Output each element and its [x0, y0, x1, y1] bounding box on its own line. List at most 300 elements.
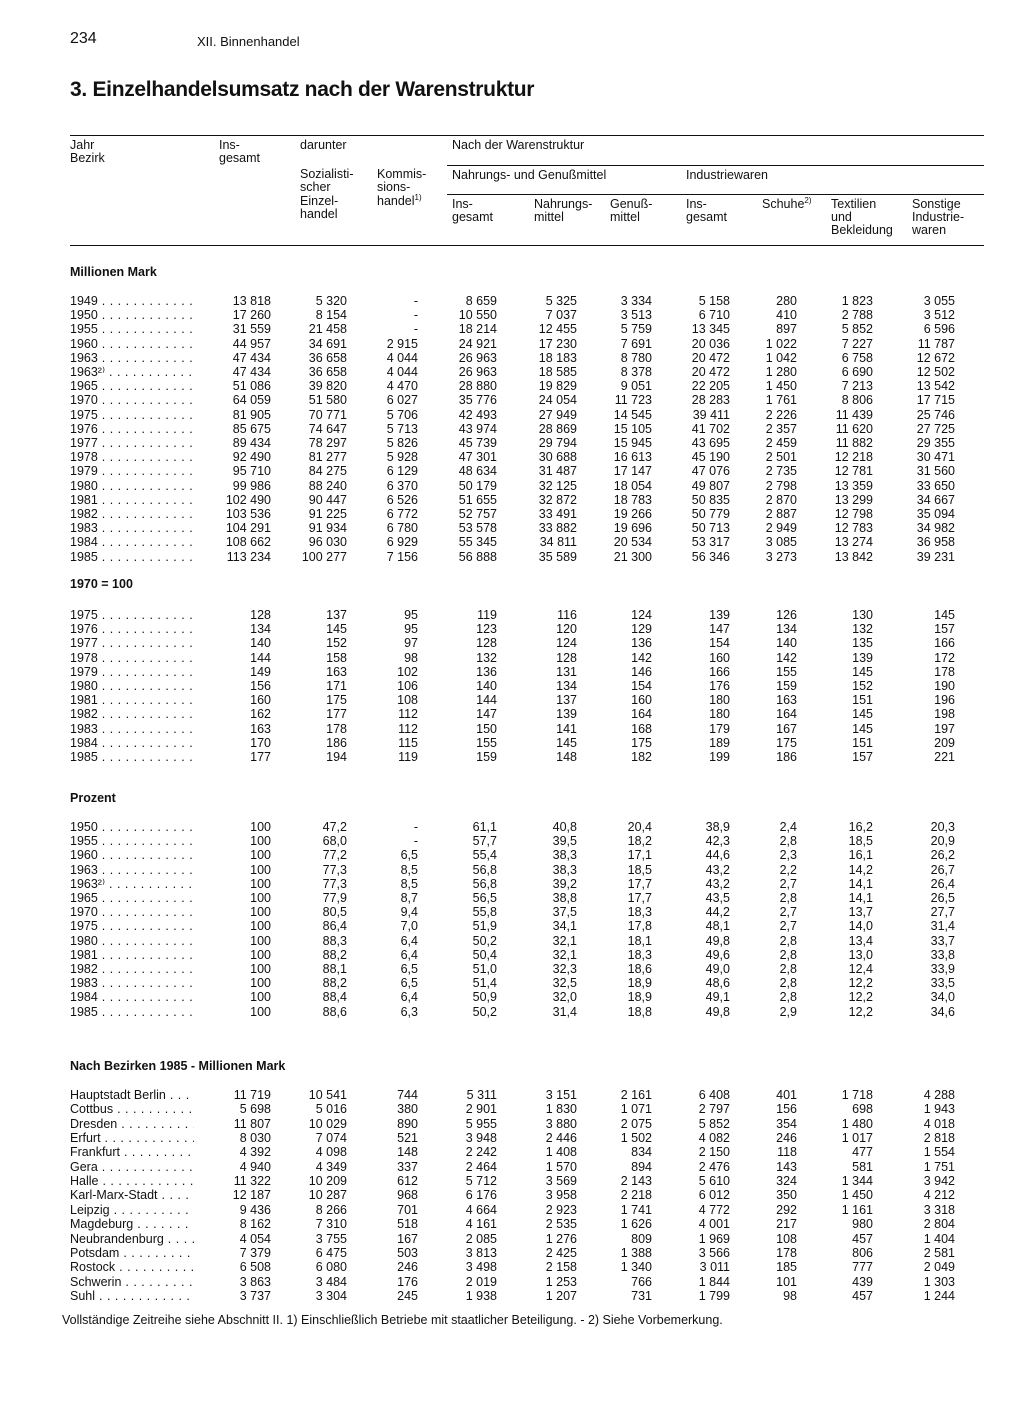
row-label: Cottbus . . . [70, 1102, 194, 1116]
table-cell: 1 253 [545, 1274, 577, 1289]
table-row [0, 1088, 1024, 1102]
table-row [0, 1102, 1024, 1116]
table-cell: 6 929 [386, 535, 418, 550]
table-cell: 18,1 [627, 933, 652, 948]
table-cell: 132 [852, 622, 873, 637]
table-cell: 137 [556, 693, 577, 708]
table-cell: 168 [631, 721, 652, 736]
table-cell: 182 [631, 750, 652, 764]
table-cell: 11 439 [835, 407, 873, 422]
table-cell: 2 357 [765, 421, 797, 436]
row-label: Karl-Marx-Stadt . . . [70, 1188, 194, 1202]
table-cell: 32 125 [538, 478, 577, 493]
row-label: 1960 . . . [70, 848, 194, 862]
table-cell: 2 735 [765, 464, 797, 479]
table-cell: 166 [934, 636, 955, 651]
table-cell: 2,8 [779, 990, 797, 1005]
table-cell: 126 [776, 608, 797, 622]
table-cell: 163 [326, 664, 347, 679]
table-cell: 136 [631, 636, 652, 651]
table-row [0, 1289, 1024, 1303]
table-cell: 3 942 [923, 1174, 955, 1189]
table-cell: 457 [852, 1288, 873, 1303]
row-label: 1977 . . . [70, 636, 194, 650]
section-heading: Prozent [70, 791, 116, 805]
table-cell: 1 943 [923, 1102, 955, 1117]
row-label: Rostock . . . [70, 1260, 194, 1274]
header-komm-sup: 1) [414, 193, 422, 202]
table-cell: 28 869 [538, 421, 577, 436]
header-schuhe-sup: 2) [804, 196, 812, 205]
row-label: 1985 . . . [70, 1005, 194, 1019]
table-cell: 49,1 [705, 990, 730, 1005]
table-cell: 2 161 [620, 1088, 652, 1102]
table-cell: 177 [326, 707, 347, 722]
table-cell: 806 [852, 1245, 873, 1260]
header-soz-2: scher [300, 180, 331, 194]
table-cell: 152 [852, 679, 873, 693]
table-cell: 162 [250, 707, 271, 722]
table-cell: 5 759 [620, 322, 652, 337]
table-cell: 100 [250, 919, 271, 934]
table-cell: 1 340 [620, 1260, 652, 1275]
row-label: 1981 . . . [70, 693, 194, 707]
table-cell: 17,7 [627, 876, 652, 891]
table-cell: 477 [852, 1145, 873, 1160]
header-genuss-1: Genuß- [610, 197, 653, 211]
table-cell: 145 [852, 707, 873, 722]
table-row [0, 962, 1024, 976]
table-cell: 20 472 [691, 365, 730, 379]
table-cell: 194 [326, 750, 347, 764]
header-rule-nahrung [447, 165, 984, 166]
table-cell: 2,7 [779, 919, 797, 934]
table-cell: 1 244 [923, 1288, 955, 1303]
table-cell: 731 [631, 1288, 652, 1303]
table-cell: 152 [326, 636, 347, 651]
table-cell: 136 [476, 664, 497, 679]
table-cell: 33,8 [930, 947, 955, 962]
table-cell: 199 [709, 750, 730, 764]
table-cell: 2,8 [779, 891, 797, 905]
table-cell: 140 [476, 679, 497, 693]
table-cell: 6,5 [400, 976, 418, 991]
row-label: Neubrandenburg . . . [70, 1232, 194, 1246]
table-cell: 701 [397, 1202, 418, 1217]
table-cell: 145 [852, 721, 873, 736]
table-cell: 2 949 [765, 521, 797, 536]
table-cell: 171 [326, 679, 347, 693]
table-cell: 18,8 [627, 1004, 652, 1019]
table-cell: 139 [852, 650, 873, 665]
table-cell: 7 227 [841, 336, 873, 351]
table-cell: 39,2 [552, 876, 577, 891]
table-cell: 2,8 [779, 933, 797, 948]
table-cell: 8,5 [400, 862, 418, 877]
table-cell: 13,7 [848, 905, 873, 920]
table-cell: 32,1 [552, 933, 577, 948]
table-cell: 27 949 [538, 407, 577, 422]
table-cell: 11 620 [835, 421, 873, 436]
table-cell: 5 320 [315, 294, 347, 308]
table-cell: 14,1 [848, 891, 873, 905]
table-cell: 29 355 [916, 436, 955, 450]
table-cell: 123 [476, 622, 497, 637]
table-row [0, 550, 1024, 564]
table-cell: 20,3 [930, 820, 955, 834]
table-cell: 47 301 [458, 450, 497, 465]
table-cell: 217 [776, 1217, 797, 1232]
row-label: 1963²⁾ . . . [70, 877, 194, 891]
table-cell: 128 [556, 650, 577, 665]
header-nahrung-1: Nahrungs- [534, 197, 593, 211]
header-top-rule [70, 135, 984, 136]
table-cell: 4 940 [239, 1159, 271, 1174]
table-cell: 7,0 [400, 919, 418, 934]
table-cell: 155 [476, 735, 497, 750]
table-cell: 164 [776, 707, 797, 722]
table-row [0, 479, 1024, 493]
table-cell: 3 755 [315, 1231, 347, 1246]
footnote: Vollständige Zeitreihe siehe Abschnitt II. 1) Einschließlich Betriebe mit staatlicher Beteiligung. - 2) Siehe Vorbemerkung. [62, 1313, 723, 1327]
header-industriewaren: Industriewaren [686, 168, 768, 182]
table-cell: 88,6 [322, 1004, 347, 1019]
table-cell: 4 288 [923, 1088, 955, 1102]
row-label: 1949 . . . [70, 294, 194, 308]
table-cell: 11 787 [917, 336, 955, 351]
table-cell: 503 [397, 1245, 418, 1260]
table-cell: 180 [709, 693, 730, 708]
table-cell: 140 [250, 636, 271, 651]
header-nach-warenstruktur: Nach der Warenstruktur [452, 138, 585, 152]
table-cell: 4 098 [315, 1145, 347, 1160]
table-cell: 142 [776, 650, 797, 665]
table-cell: 380 [397, 1102, 418, 1117]
table-cell: 186 [776, 750, 797, 764]
table-cell: 2,2 [779, 862, 797, 877]
table-cell: 1 751 [923, 1159, 955, 1174]
table-cell: 19 696 [613, 521, 652, 536]
table-row [0, 521, 1024, 535]
table-row [0, 493, 1024, 507]
table-cell: 439 [852, 1274, 873, 1289]
table-cell: 15 945 [613, 436, 652, 450]
table-cell: 10 029 [308, 1116, 347, 1131]
table-cell: 131 [556, 664, 577, 679]
table-cell: 6 176 [465, 1188, 497, 1203]
table-cell: 32,0 [552, 990, 577, 1005]
table-cell: 3 863 [239, 1274, 271, 1289]
table-cell: 104 291 [225, 521, 271, 536]
table-cell: 100 [250, 834, 271, 849]
table-cell: 176 [709, 679, 730, 693]
table-cell: 11 719 [233, 1088, 271, 1102]
table-cell: 8 780 [620, 350, 652, 365]
table-cell: 50,2 [472, 933, 497, 948]
table-cell: 55,8 [472, 905, 497, 920]
table-cell: 20,4 [627, 820, 652, 834]
row-label: 1984 . . . [70, 736, 194, 750]
table-cell: 50 779 [691, 507, 730, 521]
table-cell: 1 823 [841, 294, 873, 308]
table-cell: 17,7 [627, 891, 652, 905]
table-cell: 197 [934, 721, 955, 736]
table-cell: 100 [250, 820, 271, 834]
table-cell: 5 610 [698, 1174, 730, 1189]
table-cell: 7 213 [841, 379, 873, 394]
row-label: 1976 . . . [70, 622, 194, 636]
table-cell: 1 017 [841, 1131, 873, 1146]
table-cell: 34,6 [930, 1004, 955, 1019]
table-cell: 12 672 [916, 350, 955, 365]
table-row [0, 848, 1024, 862]
table-cell: 106 [397, 679, 418, 693]
table-cell: 53 578 [458, 521, 497, 536]
table-row [0, 1203, 1024, 1217]
table-cell: 13,4 [848, 933, 873, 948]
table-row [0, 1131, 1024, 1145]
table-row [0, 707, 1024, 721]
table-cell: 77,9 [322, 891, 347, 905]
table-cell: 36 658 [308, 350, 347, 365]
table-cell: 32 872 [538, 492, 577, 507]
table-cell: 324 [776, 1174, 797, 1189]
table-cell: 3 304 [315, 1288, 347, 1303]
table-row [0, 351, 1024, 365]
table-cell: 160 [250, 693, 271, 708]
table-cell: 17 147 [613, 464, 652, 479]
table-cell: 124 [631, 608, 652, 622]
table-cell: 5 016 [315, 1102, 347, 1117]
table-row [0, 535, 1024, 549]
table-row [0, 1188, 1024, 1202]
table-cell: 8,7 [400, 891, 418, 905]
table-cell: 155 [776, 664, 797, 679]
header-sonst-3: waren [912, 223, 947, 237]
table-cell: 18 214 [458, 322, 497, 337]
table-cell: 7 379 [239, 1245, 271, 1260]
table-row [0, 1232, 1024, 1246]
table-cell: 132 [476, 650, 497, 665]
table-row [0, 976, 1024, 990]
table-cell: 8 806 [841, 393, 873, 408]
table-cell: 175 [326, 693, 347, 708]
row-label: 1960 . . . [70, 337, 194, 351]
table-cell: 7 156 [386, 549, 418, 564]
row-label: 1965 . . . [70, 891, 194, 905]
table-cell: 20 036 [691, 336, 730, 351]
table-cell: 45 739 [458, 436, 497, 450]
table-cell: 30 471 [916, 450, 955, 465]
table-cell: 1 938 [465, 1288, 497, 1303]
table-cell: 2 150 [698, 1145, 730, 1160]
table-cell: 50 835 [691, 492, 730, 507]
table-cell: 2,4 [779, 820, 797, 834]
page-number: 234 [70, 30, 97, 47]
table-cell: 26,4 [930, 876, 955, 891]
table-cell: 44 957 [232, 336, 271, 351]
table-cell: 41 702 [691, 421, 730, 436]
table-cell: 148 [397, 1145, 418, 1160]
header-textil-3: Bekleidung [831, 223, 893, 237]
table-cell: 47 434 [232, 350, 271, 365]
table-cell: 198 [934, 707, 955, 722]
table-cell: 13 274 [834, 535, 873, 550]
table-cell: 18 183 [538, 350, 577, 365]
header-soz-4: handel [300, 207, 338, 221]
table-cell: 51,0 [472, 962, 497, 976]
table-cell: 1 388 [620, 1245, 652, 1260]
table-cell: 51 580 [308, 393, 347, 408]
table-cell: 31 487 [538, 464, 577, 479]
table-cell: 95 [404, 622, 418, 637]
table-cell: 1 480 [841, 1116, 873, 1131]
table-cell: 45 190 [691, 450, 730, 465]
table-cell: 17,8 [627, 919, 652, 934]
table-cell: 20 472 [691, 350, 730, 365]
table-cell: 8 378 [620, 365, 652, 379]
table-cell: 3 813 [465, 1245, 497, 1260]
row-label: 1955 . . . [70, 322, 194, 336]
table-cell: 13 299 [834, 492, 873, 507]
table-cell: 3 011 [699, 1260, 730, 1275]
table-cell: 6,3 [400, 1004, 418, 1019]
row-label: 1980 . . . [70, 934, 194, 948]
table-cell: 3 513 [620, 308, 652, 323]
table-cell: 14,0 [848, 919, 873, 934]
table-cell: 15 105 [613, 421, 652, 436]
table-cell: 2 798 [765, 478, 797, 493]
table-cell: 1 450 [841, 1188, 873, 1203]
table-cell: 980 [852, 1217, 873, 1232]
table-cell: - [413, 322, 418, 337]
table-cell: 38,3 [552, 848, 577, 863]
table-cell: 2 226 [765, 407, 797, 422]
table-cell: 36 958 [916, 535, 955, 550]
table-cell: 108 [776, 1231, 797, 1246]
table-cell: 12,2 [848, 990, 873, 1005]
table-cell: 55 345 [458, 535, 497, 550]
table-cell: 119 [477, 608, 497, 622]
header-bottom-rule [70, 245, 984, 246]
table-cell: 6 129 [386, 464, 418, 479]
header-darunter: darunter [300, 138, 347, 152]
table-cell: 43,2 [705, 862, 730, 877]
table-cell: 4 018 [923, 1116, 955, 1131]
table-cell: 33,9 [930, 962, 955, 976]
running-head: XII. Binnenhandel [197, 34, 300, 49]
row-label: 1981 . . . [70, 493, 194, 507]
row-label: Gera . . . [70, 1160, 194, 1174]
table-cell: 32,1 [552, 947, 577, 962]
table-cell: 170 [250, 735, 271, 750]
table-cell: 6 080 [315, 1260, 347, 1275]
table-cell: 2 476 [698, 1159, 730, 1174]
table-cell: 3 334 [620, 294, 652, 308]
table-cell: 11 807 [233, 1116, 271, 1131]
table-cell: 49 807 [691, 478, 730, 493]
table-cell: 167 [397, 1231, 418, 1246]
table-cell: 5 325 [545, 294, 577, 308]
table-cell: 1 718 [841, 1088, 873, 1102]
table-cell: 24 921 [458, 336, 497, 351]
table-cell: 3 569 [545, 1174, 577, 1189]
table-cell: 3 498 [465, 1260, 497, 1275]
table-cell: 10 287 [308, 1188, 347, 1203]
table-cell: 38,9 [705, 820, 730, 834]
table-cell: 26,2 [930, 848, 955, 863]
table-cell: 221 [934, 750, 955, 764]
table-row [0, 665, 1024, 679]
table-cell: 1 207 [545, 1288, 577, 1303]
table-cell: 99 986 [232, 478, 271, 493]
table-cell: 189 [709, 735, 730, 750]
table-cell: 1 276 [545, 1231, 577, 1246]
table-row [0, 820, 1024, 834]
table-cell: 4 392 [239, 1145, 271, 1160]
section-heading: 1970 = 100 [70, 577, 133, 591]
table-row [0, 948, 1024, 962]
table-cell: 34 982 [916, 521, 955, 536]
header-schuhe [762, 198, 812, 211]
table-cell: - [413, 820, 418, 834]
table-cell: 68,0 [322, 834, 347, 849]
table-cell: 14,1 [848, 876, 873, 891]
table-cell: 4 664 [465, 1202, 497, 1217]
table-cell: 1 303 [923, 1274, 955, 1289]
table-cell: 9,4 [400, 905, 418, 920]
row-label: Leipzig . . . [70, 1203, 194, 1217]
table-cell: 91 225 [308, 507, 347, 521]
table-cell: 144 [476, 693, 497, 708]
table-cell: 5 311 [466, 1088, 497, 1102]
table-cell: 139 [709, 608, 730, 622]
table-cell: 12 783 [834, 521, 873, 536]
table-cell: 159 [476, 750, 497, 764]
table-cell: 18,9 [627, 990, 652, 1005]
table-cell: 3 318 [923, 1202, 955, 1217]
table-cell: 163 [776, 693, 797, 708]
table-row [0, 636, 1024, 650]
table-cell: 47,2 [322, 820, 347, 834]
table-cell: 119 [398, 750, 418, 764]
table-cell: 2,7 [779, 876, 797, 891]
header-schuhe-text: Schuhe [762, 197, 805, 211]
header-iw-ins-2: gesamt [686, 210, 727, 224]
table-row [0, 464, 1024, 478]
table-cell: 4 044 [386, 350, 418, 365]
table-row [0, 393, 1024, 407]
table-cell: 5 928 [386, 450, 418, 465]
table-cell: 8 659 [465, 294, 497, 308]
table-cell: 91 934 [308, 521, 347, 536]
table-cell: 12,2 [848, 1004, 873, 1019]
table-cell: 2 049 [923, 1260, 955, 1275]
table-cell: 20,9 [930, 834, 955, 849]
table-cell: 7 310 [315, 1217, 347, 1232]
table-cell: 43 695 [691, 436, 730, 450]
table-cell: 18,6 [627, 962, 652, 976]
table-cell: 88,1 [322, 962, 347, 976]
table-cell: 968 [397, 1188, 418, 1203]
table-cell: 143 [776, 1159, 797, 1174]
table-cell: 28 880 [458, 379, 497, 394]
row-label: 1984 . . . [70, 535, 194, 549]
table-cell: 177 [250, 750, 271, 764]
table-cell: 401 [776, 1088, 797, 1102]
table-cell: 100 [250, 947, 271, 962]
section-heading: Millionen Mark [70, 265, 157, 279]
